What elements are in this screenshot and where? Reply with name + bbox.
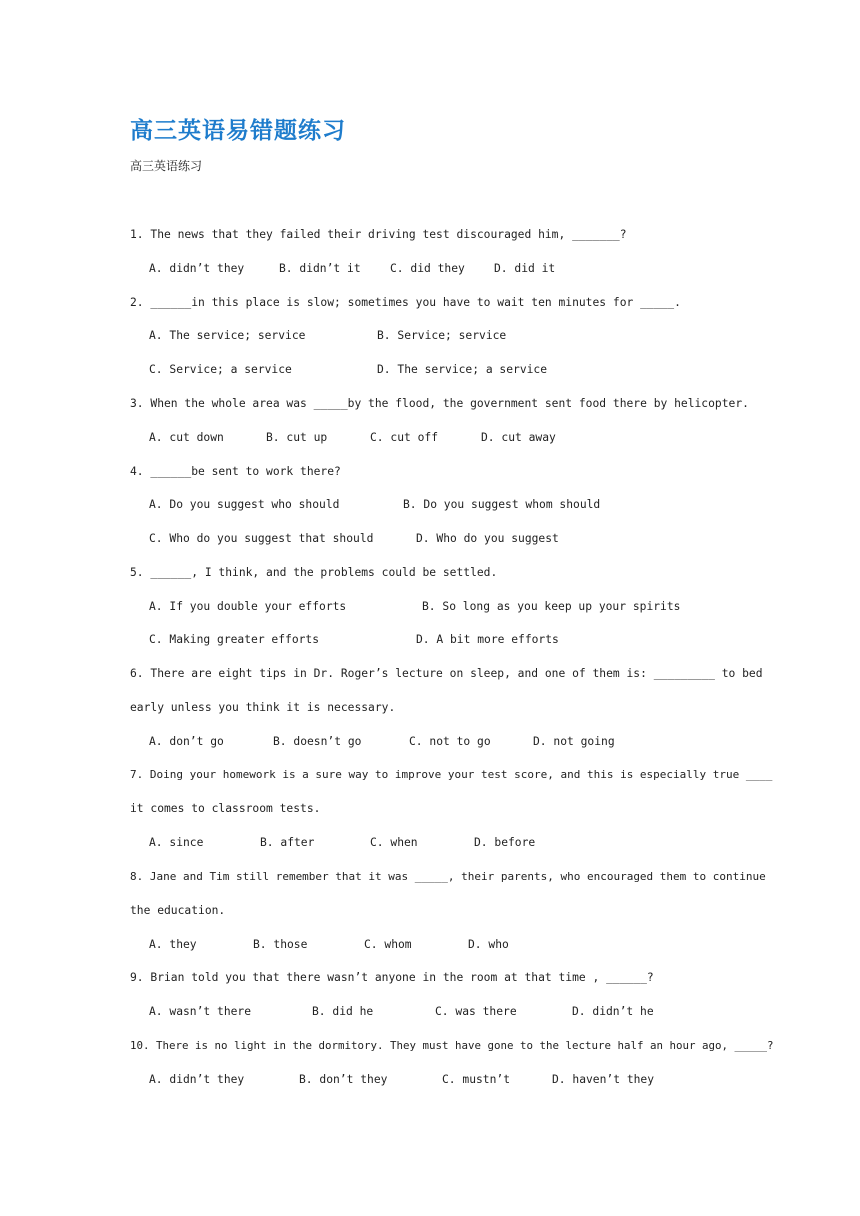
q4-option-a: A. Do you suggest who should — [149, 498, 340, 511]
q7-option-c: C. when — [370, 836, 418, 849]
q5-option-c: C. Making greater efforts — [149, 633, 320, 646]
q10-option-b: B. don’t they — [299, 1073, 388, 1086]
q4-option-b: B. Do you suggest whom should — [403, 498, 601, 511]
question-4: 4. ______be sent to work there? — [130, 465, 341, 478]
q10-option-a: A. didn’t they — [149, 1073, 245, 1086]
q7-option-b: B. after — [260, 836, 315, 849]
q6-option-b: B. doesn’t go — [273, 735, 362, 748]
question-2: 2. ______in this place is slow; sometimes you have to wait ten minutes for _____. — [130, 296, 681, 309]
question-3: 3. When the whole area was _____by the flood, the government sent food there by helicopter. — [130, 397, 749, 410]
q6-option-c: C. not to go — [409, 735, 491, 748]
q8-option-d: D. who — [468, 938, 509, 951]
q5-option-b: B. So long as you keep up your spirits — [422, 600, 681, 613]
question-8-line-2: the education. — [130, 904, 226, 917]
question-7-line-1: 7. Doing your homework is a sure way to improve your test score, and this is especially true ____ — [130, 768, 773, 781]
question-7-line-2: it comes to classroom tests. — [130, 802, 321, 815]
question-6-line-2: early unless you think it is necessary. — [130, 701, 396, 714]
question-5: 5. ______, I think, and the problems could be settled. — [130, 566, 498, 579]
q9-option-a: A. wasn’t there — [149, 1005, 252, 1018]
q10-option-c: C. mustn’t — [442, 1073, 511, 1086]
q3-option-c: C. cut off — [370, 431, 439, 444]
q8-option-a: A. they — [149, 938, 197, 951]
q9-option-b: B. did he — [312, 1005, 374, 1018]
q1-option-c: C. did they — [390, 262, 465, 275]
question-1: 1. The news that they failed their driving test discouraged him, _______? — [130, 228, 627, 241]
q5-option-a: A. If you double your efforts — [149, 600, 347, 613]
page-subtitle: 高三英语练习 — [130, 159, 203, 173]
q4-option-d: D. Who do you suggest — [416, 532, 559, 545]
q8-option-b: B. those — [253, 938, 308, 951]
q6-option-a: A. don’t go — [149, 735, 224, 748]
q2-option-d: D. The service; a service — [377, 363, 548, 376]
question-8-line-1: 8. Jane and Tim still remember that it was _____, their parents, who encouraged them to continue — [130, 870, 766, 883]
q2-option-c: C. Service; a service — [149, 363, 292, 376]
page-title: 高三英语易错题练习 — [130, 118, 346, 144]
q9-option-d: D. didn’t he — [572, 1005, 654, 1018]
q3-option-d: D. cut away — [481, 431, 556, 444]
q6-option-d: D. not going — [533, 735, 615, 748]
q4-option-c: C. Who do you suggest that should — [149, 532, 374, 545]
q3-option-b: B. cut up — [266, 431, 328, 444]
q3-option-a: A. cut down — [149, 431, 224, 444]
q9-option-c: C. was there — [435, 1005, 517, 1018]
q7-option-a: A. since — [149, 836, 204, 849]
question-10: 10. There is no light in the dormitory. They must have gone to the lecture half an hour ago, _____? — [130, 1039, 774, 1052]
q5-option-d: D. A bit more efforts — [416, 633, 559, 646]
q10-option-d: D. haven’t they — [552, 1073, 655, 1086]
q2-option-a: A. The service; service — [149, 329, 306, 342]
question-6-line-1: 6. There are eight tips in Dr. Roger’s lecture on sleep, and one of them is: _________ to bed — [130, 667, 763, 680]
q2-option-b: B. Service; service — [377, 329, 507, 342]
q1-option-a: A. didn’t they — [149, 262, 245, 275]
q1-option-b: B. didn’t it — [279, 262, 361, 275]
question-9: 9. Brian told you that there wasn’t anyone in the room at that time , ______? — [130, 971, 654, 984]
q8-option-c: C. whom — [364, 938, 412, 951]
q1-option-d: D. did it — [494, 262, 556, 275]
q7-option-d: D. before — [474, 836, 536, 849]
